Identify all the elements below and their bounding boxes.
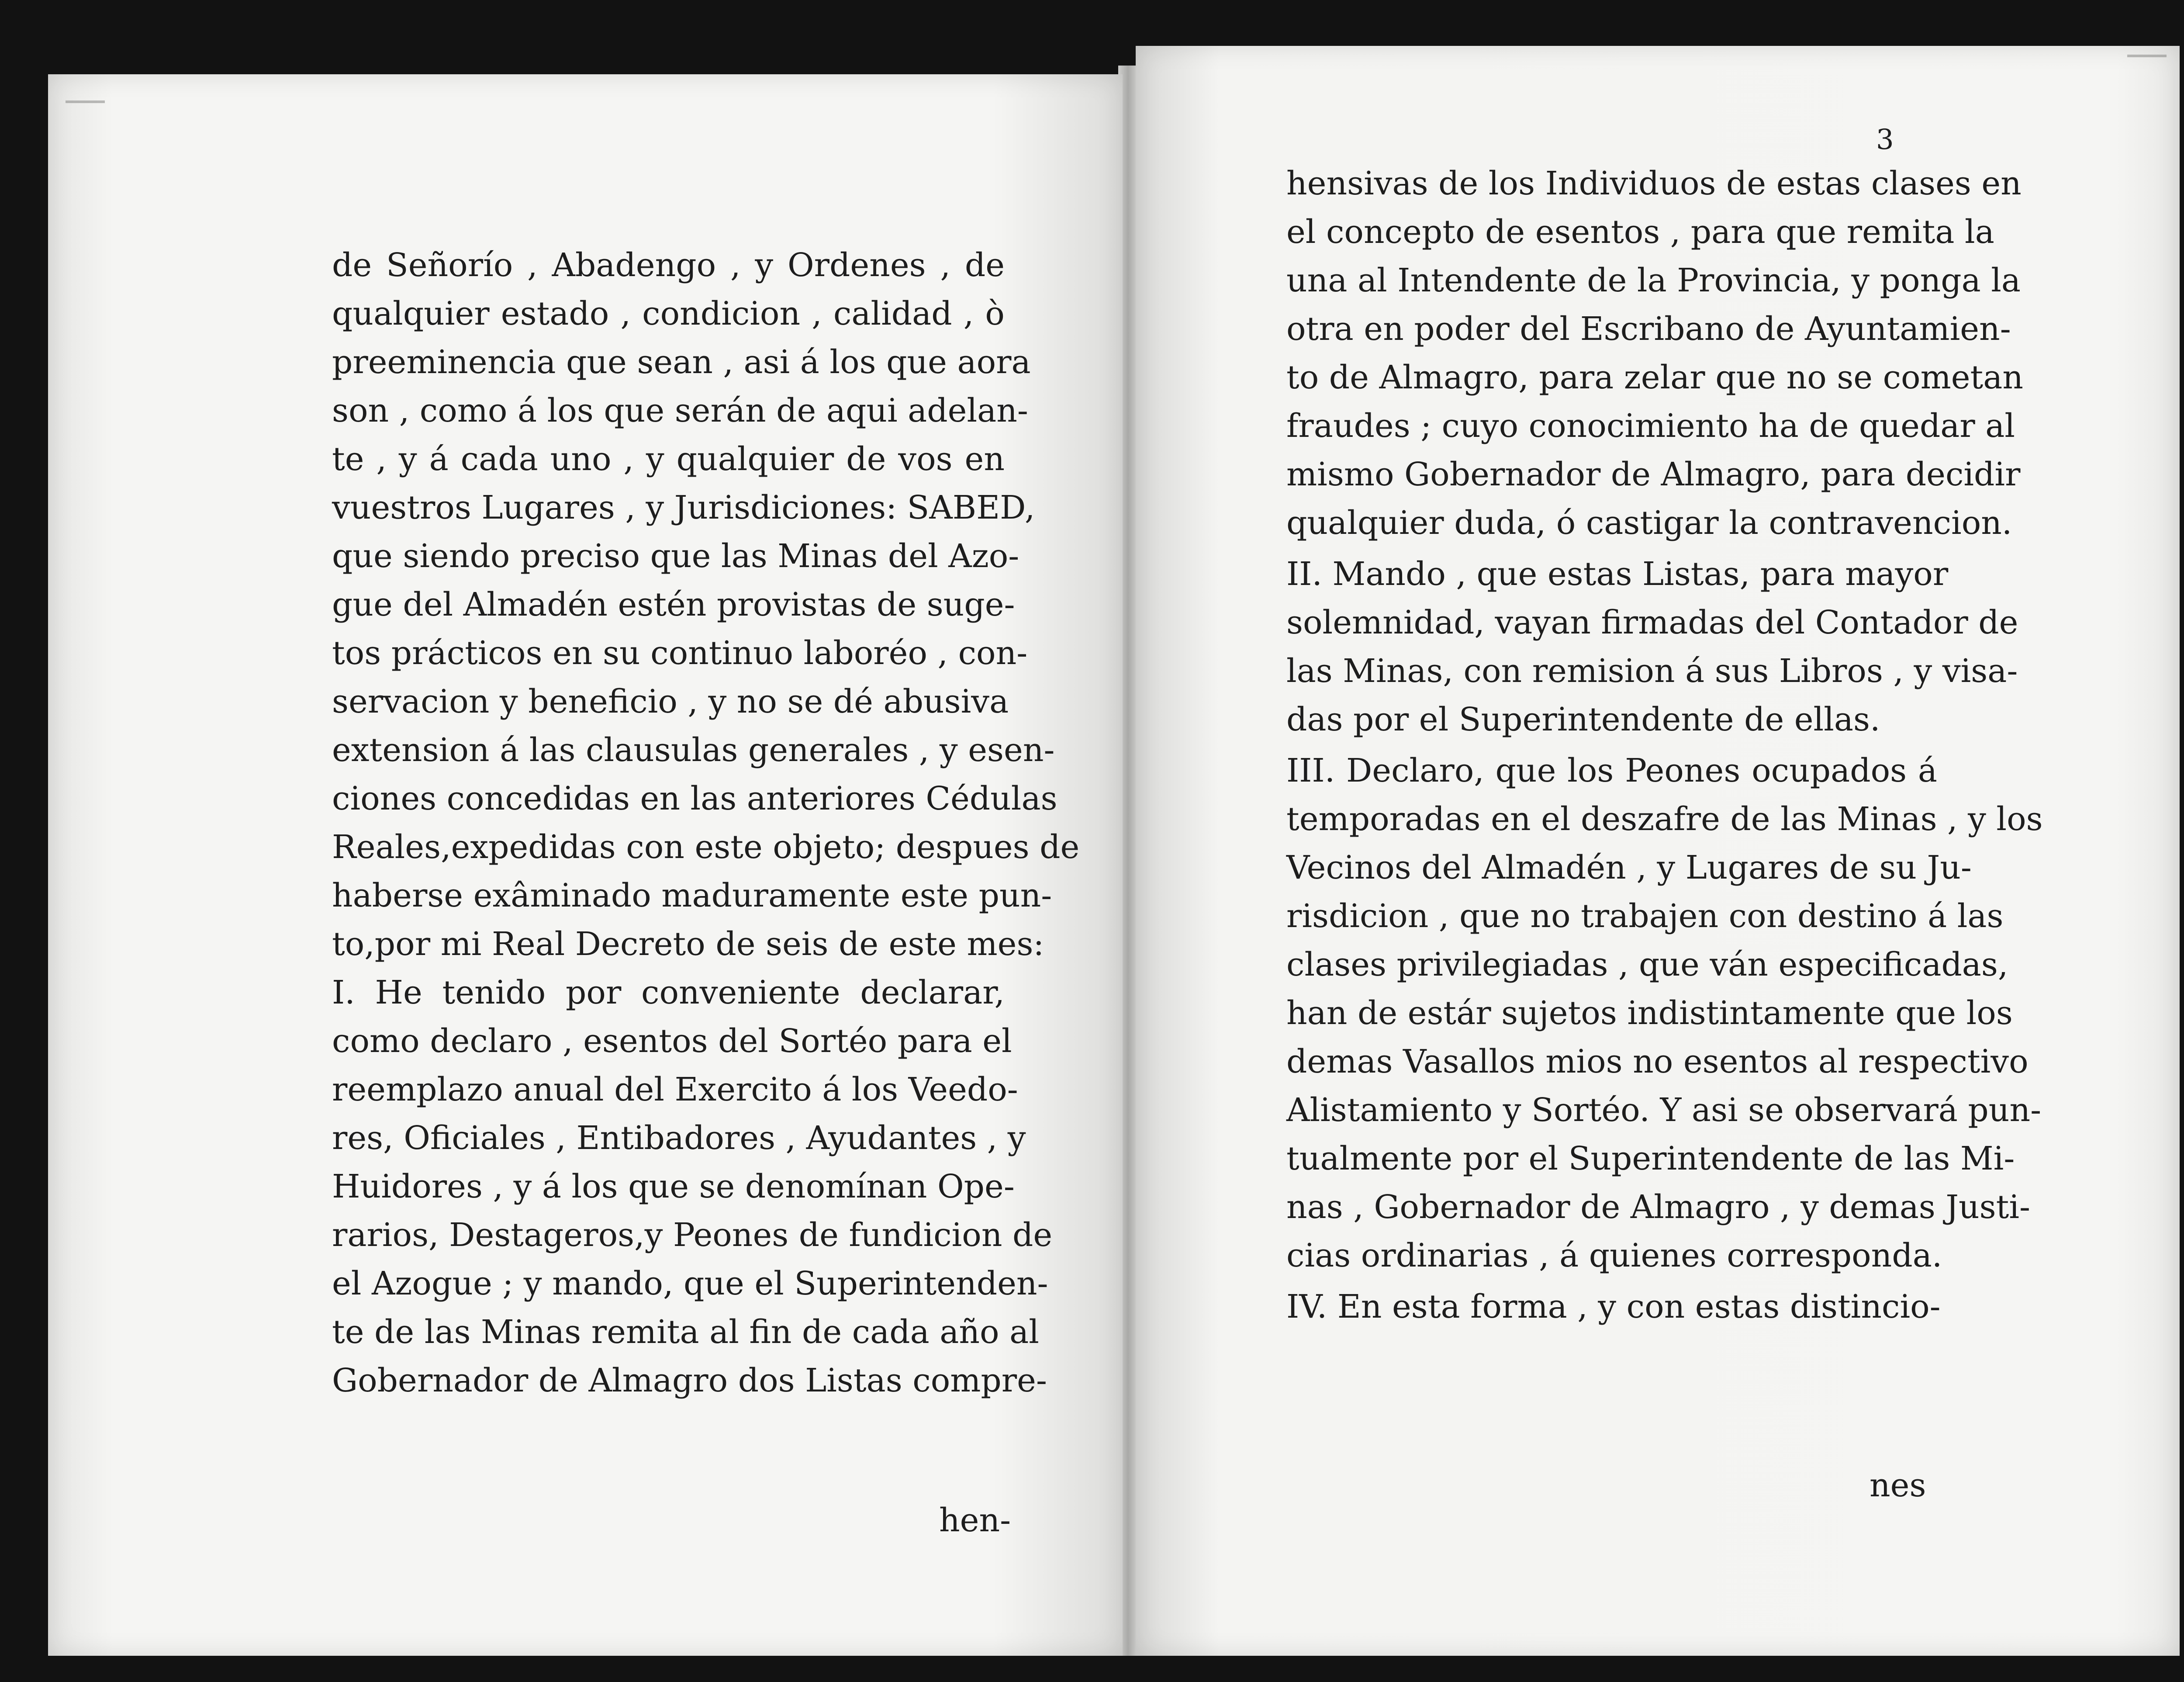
text-line: preeminencia que sean , asi á los que aora bbox=[332, 343, 1031, 381]
text-line: Alistamiento y Sortéo. Y asi se observará pun- bbox=[1286, 1091, 2042, 1129]
catchword: nes bbox=[1870, 1467, 1926, 1504]
text-line: to de Almagro, para zelar que no se cometan bbox=[1286, 359, 2024, 396]
right-page bbox=[1136, 46, 2180, 1656]
text-line: das por el Superintendente de ellas. bbox=[1286, 701, 1880, 738]
text-line: vuestros Lugares , y Jurisdiciones: SABED, bbox=[332, 489, 1035, 526]
text-line: risdicion , que no trabajen con destino á las bbox=[1286, 897, 2004, 935]
text-line: han de estár sujetos indistintamente que los bbox=[1286, 994, 2013, 1032]
page-number: 3 bbox=[1876, 124, 1894, 156]
text-line: las Minas, con remision á sus Libros , y visa- bbox=[1286, 652, 2018, 690]
catchword: hen- bbox=[939, 1502, 1011, 1539]
text-line: son , como á los que serán de aqui adelan- bbox=[332, 392, 1028, 429]
text-line: como declaro , esentos del Sortéo para el bbox=[332, 1022, 1012, 1060]
text-line: el concepto de esentos , para que remita la bbox=[1286, 213, 1994, 251]
text-line: extension á las clausulas generales , y esen- bbox=[332, 731, 1055, 769]
text-line: mismo Gobernador de Almagro, para decidir bbox=[1286, 456, 2021, 493]
text-line: rarios, Destageros,y Peones de fundicion de bbox=[332, 1216, 1053, 1254]
page-corner-mark bbox=[2127, 55, 2167, 57]
text-line: tualmente por el Superintendente de las Mi- bbox=[1286, 1140, 2015, 1177]
text-line: I. He tenido por conveniente declarar, bbox=[332, 974, 1005, 1011]
text-line: solemnidad, vayan firmadas del Contador de bbox=[1286, 604, 2018, 641]
left-page bbox=[48, 74, 1123, 1656]
text-line: reemplazo anual del Exercito á los Veedo- bbox=[332, 1071, 1018, 1108]
text-line: cias ordinarias , á quienes corresponda. bbox=[1286, 1237, 1942, 1274]
text-line: Gobernador de Almagro dos Listas compre- bbox=[332, 1362, 1047, 1399]
text-line: Huidores , y á los que se denomínan Ope- bbox=[332, 1168, 1015, 1205]
text-line: qualquier estado , condicion , calidad , ò bbox=[332, 295, 1005, 332]
text-line: Vecinos del Almadén , y Lugares de su Ju- bbox=[1286, 849, 1972, 886]
text-line: que siendo preciso que las Minas del Azo- bbox=[332, 537, 1019, 575]
text-line: to,por mi Real Decreto de seis de este mes: bbox=[332, 925, 1044, 963]
text-line: tos prácticos en su continuo laboréo , con- bbox=[332, 634, 1028, 672]
text-line: otra en poder del Escribano de Ayuntamien- bbox=[1286, 310, 2011, 348]
right-page-text bbox=[1286, 159, 2043, 1331]
text-line: el Azogue ; y mando, que el Superintenden- bbox=[332, 1265, 1048, 1302]
text-line: ciones concedidas en las anteriores Cédulas bbox=[332, 780, 1057, 817]
text-line: servacion y beneficio , y no se dé abusiva bbox=[332, 683, 1009, 720]
page-corner-mark bbox=[66, 100, 105, 103]
left-page-text bbox=[332, 241, 1080, 1405]
text-line: IV. En esta forma , y con estas distincio- bbox=[1286, 1288, 1941, 1326]
text-line: III. Declaro, que los Peones ocupados á bbox=[1286, 752, 1937, 789]
text-line: una al Intendente de la Provincia, y ponga la bbox=[1286, 262, 2021, 299]
text-line: hensivas de los Individuos de estas clases en bbox=[1286, 165, 2022, 202]
text-line: gue del Almadén estén provistas de suge- bbox=[332, 586, 1015, 623]
text-line: nas , Gobernador de Almagro , y demas Justi- bbox=[1286, 1188, 2031, 1226]
text-line: te de las Minas remita al fin de cada año al bbox=[332, 1313, 1039, 1351]
text-line: de Señorío , Abadengo , y Ordenes , de bbox=[332, 246, 1005, 284]
text-line: temporadas en el deszafre de las Minas , y los bbox=[1286, 800, 2043, 838]
text-line: clases privilegiadas , que ván especificadas, bbox=[1286, 946, 2008, 983]
text-line: te , y á cada uno , y qualquier de vos en bbox=[332, 440, 1005, 478]
text-line: Reales,expedidas con este objeto; despues de bbox=[332, 828, 1080, 866]
text-line: fraudes ; cuyo conocimiento ha de quedar al bbox=[1286, 407, 2015, 445]
text-line: res, Oficiales , Entibadores , Ayudantes , y bbox=[332, 1119, 1026, 1157]
text-line: qualquier duda, ó castigar la contravencion. bbox=[1286, 504, 2012, 542]
text-line: demas Vasallos mios no esentos al respectivo bbox=[1286, 1043, 2028, 1080]
text-line: haberse exâminado maduramente este pun- bbox=[332, 877, 1052, 914]
text-line: II. Mando , que estas Listas, para mayor bbox=[1286, 555, 1949, 593]
